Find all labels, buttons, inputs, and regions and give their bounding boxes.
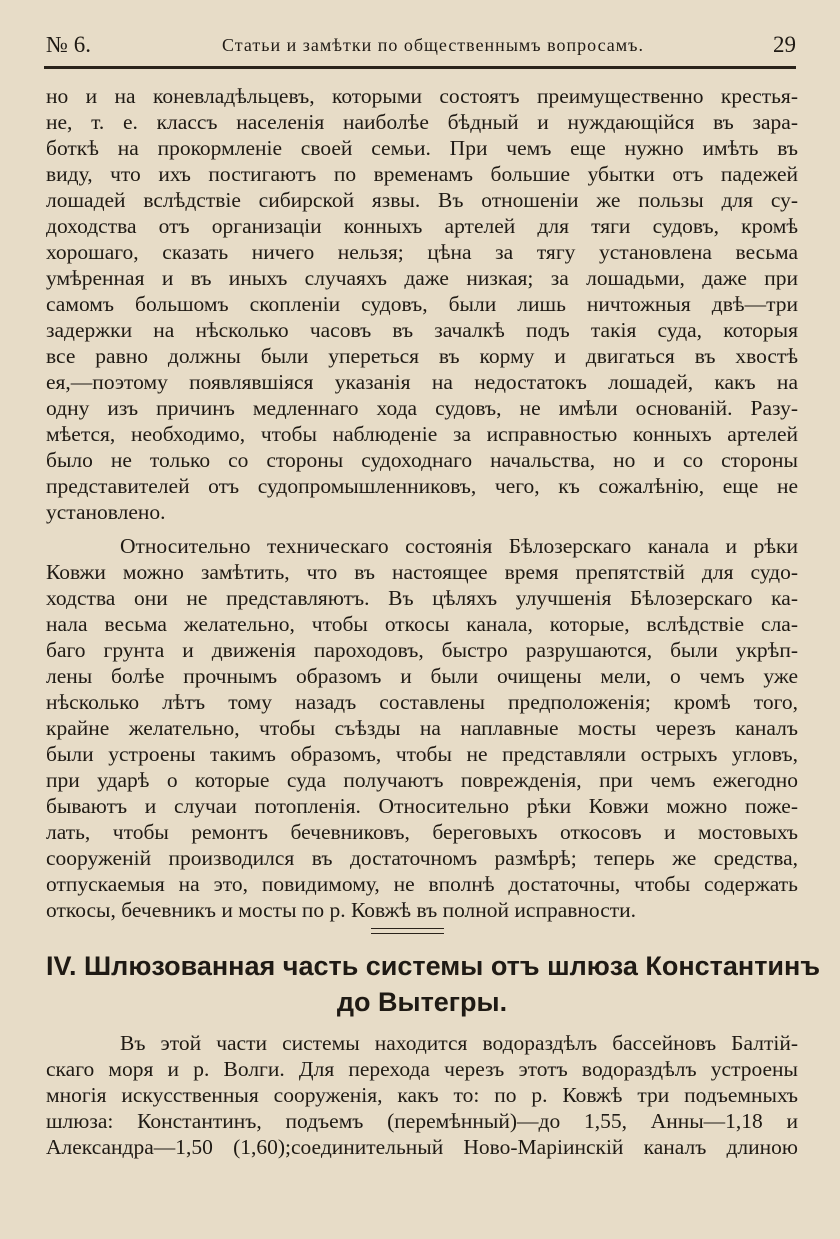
text-line: представителей отъ судопромышленниковъ, чего, къ сожалѣнію, еще не (46, 474, 798, 498)
text-line: лошадей вслѣдствіе сибирской язвы. Въ отношеніи же пользы для су- (46, 188, 798, 212)
section-divider (371, 928, 444, 934)
text-line: задержки на нѣсколько часовъ въ зачалкѣ подъ такія суда, которыя (46, 318, 798, 342)
text-line: Александра—1,50 (1,60);соединительный Ново-Маріинскій каналъ длиною (46, 1135, 798, 1159)
text-line: самомъ большомъ скопленіи судовъ, были лишь ничтожныя двѣ—три (46, 292, 798, 316)
text-line: Въ этой части системы находится водораздѣлъ бассейновъ Балтій- (120, 1031, 798, 1055)
text-line: отпускаемыя на это, повидимому, не вполнѣ достаточны, чтобы содержать (46, 872, 798, 896)
text-line: откосы, бечевникъ и мосты по р. Ковжѣ въ полной исправности. (46, 898, 637, 922)
text-line: умѣренная и въ иныхъ случаяхъ даже низкая; за лошадьми, даже при (46, 266, 798, 290)
text-line: мѣется, необходимо, чтобы наблюденіе за исправностью конныхъ артелей (46, 422, 798, 446)
text-line: лать, чтобы ремонтъ бечевниковъ, береговыхъ откосовъ и мостовыхъ (46, 820, 798, 844)
text-line: баго грунта и движенія пароходовъ, быстро разрушаются, были укрѣп- (46, 638, 798, 662)
text-line: нала весьма желательно, чтобы откосы канала, которые, вслѣдствіе сла- (46, 612, 798, 636)
header-rule (44, 66, 796, 69)
running-header (46, 30, 796, 62)
text-line: виду, что ихъ постигаютъ по временамъ большие убытки отъ падежей (46, 162, 798, 186)
text-line: Ковжи можно замѣтить, что въ настоящее время препятствій для судо- (46, 560, 798, 584)
text-line: бываютъ и случаи потопленія. Относительно рѣки Ковжи можно поже- (46, 794, 798, 818)
paragraph-3 (46, 1030, 798, 1160)
text-line: одну изъ причинъ медленнаго хода судовъ, не имѣли основаній. Разу- (46, 396, 798, 420)
page-number: 29 (773, 32, 796, 57)
text-line: установлено. (46, 500, 166, 524)
section-heading-line: до Вытегры. (336, 987, 508, 1017)
text-line: не, т. е. классъ населенія наиболѣе бѣдный и нуждающійся въ зара- (46, 110, 798, 134)
text-line: доходства отъ организаціи конныхъ артелей для тяги судовъ, кромѣ (46, 214, 798, 238)
text-line: скаго моря и р. Волги. Для перехода черезъ этотъ водораздѣлъ устроены (46, 1057, 798, 1081)
running-title: Статьи и замѣтки по общественнымъ вопросамъ. (222, 35, 644, 55)
text-line: крайне желательно, чтобы съѣзды на наплавные мосты черезъ каналъ (46, 716, 798, 740)
paragraph-2 (46, 533, 798, 923)
text-line: хорошаго, сказать ничего нельзя; цѣна за тягу установлена весьма (46, 240, 798, 264)
text-line: но и на коневладѣльцевъ, которыми состоятъ преимущественно крестья- (46, 84, 798, 108)
text-line: многія искусственныя сооруженія, какъ то: по р. Ковжѣ три подъемныхъ (46, 1083, 798, 1107)
text-line: сооруженій производился въ достаточномъ размѣрѣ; теперь же средства, (46, 846, 798, 870)
text-line: все равно должны были упереться въ корму и двигаться въ хвостѣ (46, 344, 798, 368)
text-line: ходства они не представляютъ. Въ цѣляхъ улучшенія Бѣлозерскаго ка- (46, 586, 798, 610)
issue-number: № 6. (46, 32, 91, 57)
text-line: боткѣ на прокормленіе своей семьи. При чемъ еще нужно имѣть въ (46, 136, 798, 160)
text-line: были устроены такимъ образомъ, чтобы не представляли острыхъ угловъ, (46, 742, 798, 766)
section-heading (46, 948, 821, 1020)
text-line: при ударѣ о которые суда получаютъ поврежденія, при чемъ ежегодно (46, 768, 798, 792)
text-line: Относительно техническаго состоянія Бѣлозерскаго канала и рѣки (120, 534, 798, 558)
paragraph-1 (46, 83, 798, 525)
text-line: лены болѣе прочнымъ образомъ и были очищены мели, о чемъ уже (46, 664, 798, 688)
text-line: нѣсколько лѣтъ тому назадъ составлены предположенія; кромѣ того, (46, 690, 798, 714)
text-line: шлюза: Константинъ, подъемъ (перемѣнный)—до 1,55, Анны—1,18 и (46, 1109, 798, 1133)
text-line: было не только со стороны судоходнаго начальства, но и со стороны (46, 448, 798, 472)
section-heading-line: IV. Шлюзованная часть системы отъ шлюза Константинъ (46, 951, 821, 981)
text-line: ея,—поэтому появлявшіяся указанія на недостатокъ лошадей, какъ на (46, 370, 798, 394)
